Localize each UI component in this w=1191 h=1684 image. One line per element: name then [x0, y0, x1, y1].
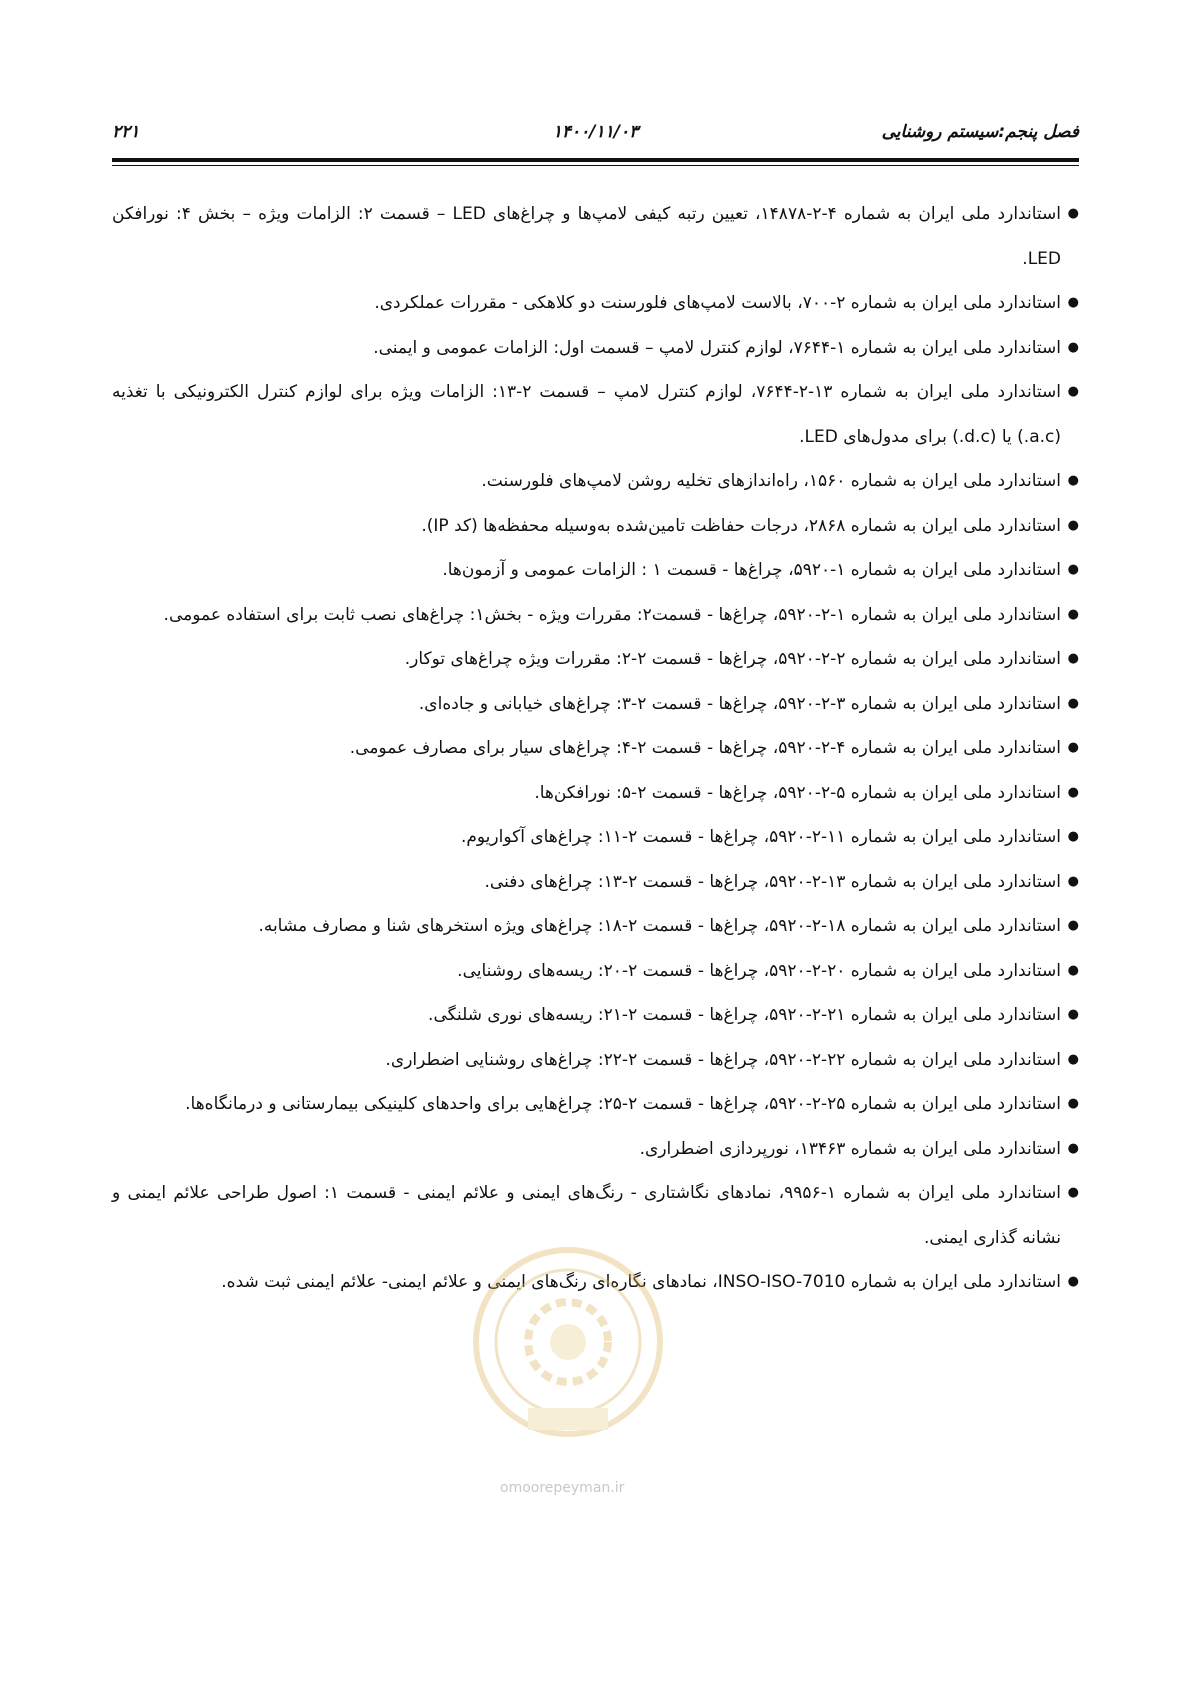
- list-item-text: استاندارد ملی ایران به شماره ۱-۷۶۴۴، لوازم کنترل لامپ – قسمت اول: الزامات عمومی و ایمنی.: [373, 337, 1061, 358]
- bullet-icon: ●: [1067, 517, 1079, 533]
- list-item: [112, 860, 1079, 905]
- list-item-text: استاندارد ملی ایران به شماره ۱-۲-۵۹۲۰، چراغ‌ها - قسمت۲: مقررات ویژه - بخش۱: چراغ‌های نصب ثابت برای استفاده عمومی.: [163, 604, 1061, 625]
- list-item-text: استاندارد ملی ایران به شماره ۵-۲-۵۹۲۰، چراغ‌ها - قسمت ۲-۵: نورافکن‌ها.: [534, 782, 1061, 803]
- list-item: [112, 1038, 1079, 1083]
- bullet-icon: ●: [1067, 784, 1079, 800]
- bullet-icon: ●: [1067, 384, 1079, 399]
- list-item-text: استاندارد ملی ایران به شماره ۱۱-۲-۵۹۲۰، چراغ‌ها - قسمت ۲-۱۱: چراغ‌های آکواریوم.: [460, 827, 1061, 847]
- bullet-icon: ●: [1067, 606, 1079, 622]
- bullet-icon: ●: [1067, 339, 1079, 355]
- header-rule-thin: [112, 165, 1079, 166]
- bullet-icon: ●: [1067, 1096, 1079, 1111]
- seal-icon: [468, 1232, 668, 1472]
- bullet-icon: ●: [1067, 1051, 1079, 1067]
- list-item: [112, 192, 1079, 281]
- list-item: [112, 370, 1079, 459]
- list-item: [112, 326, 1079, 371]
- list-item-text: استاندارد ملی ایران به شماره ۱۳-۲-۷۶۴۴، لوازم کنترل لامپ – قسمت ۲-۱۳: الزامات ویژه برای لوازم کنترل الکترونیکی با تغذیه (a.c.) یا (d.c.) برای مدول‌های LED.: [112, 382, 1061, 447]
- list-item-text: استاندارد ملی ایران به شماره ۲-۷۰۰، بالاست لامپ‌های فلورسنت دو کلاهکی - مقررات عملکردی.: [374, 293, 1061, 313]
- list-item: [112, 904, 1079, 949]
- bullet-icon: ●: [1067, 651, 1079, 666]
- bullet-icon: ●: [1067, 829, 1079, 844]
- list-item-text: استاندارد ملی ایران به شماره ۱-۹۹۵۶، نمادهای نگاشتاری - رنگ‌های ایمنی و علائم ایمنی - قسمت ۱: اصول طراحی علائم ایمنی و نشانه گذاری ایمنی.: [112, 1183, 1061, 1248]
- list-item: [112, 548, 1079, 593]
- list-item: [112, 593, 1079, 638]
- list-item: [112, 1127, 1079, 1172]
- list-item: [112, 993, 1079, 1038]
- list-item-text: استاندارد ملی ایران به شماره ۲۲-۲-۵۹۲۰، چراغ‌ها - قسمت ۲-۲۲: چراغ‌های روشنایی اضطراری.: [385, 1049, 1061, 1070]
- bullet-icon: ●: [1067, 295, 1079, 310]
- list-item-text: استاندارد ملی ایران به شماره ۱۵۶۰، راه‌اندازهای تخلیه روشن لامپ‌های فلورسنت.: [481, 471, 1061, 491]
- list-item: [112, 815, 1079, 860]
- list-item-text: استاندارد ملی ایران به شماره ۳-۲-۵۹۲۰، چراغ‌ها - قسمت ۲-۳: چراغ‌های خیابانی و جاده‌ای.: [418, 693, 1061, 714]
- bullet-icon: ●: [1067, 962, 1079, 978]
- bullet-icon: ●: [1067, 1140, 1079, 1156]
- list-item-text: استاندارد ملی ایران به شماره ۱۳-۲-۵۹۲۰، چراغ‌ها - قسمت ۲-۱۳: چراغ‌های دفنی.: [484, 871, 1061, 892]
- page-header: [112, 122, 1079, 156]
- bullet-icon: ●: [1067, 1274, 1079, 1289]
- list-item-text: استاندارد ملی ایران به شماره ۲۸۶۸، درجات حفاظت تامین‌شده به‌وسیله محفظه‌ها (کد IP).: [421, 515, 1061, 536]
- list-item: [112, 726, 1079, 771]
- list-item: [112, 281, 1079, 326]
- bullet-icon: ●: [1067, 1007, 1079, 1022]
- list-item-text: استاندارد ملی ایران به شماره ۲-۲-۵۹۲۰، چراغ‌ها - قسمت ۲-۲: مقررات ویژه چراغ‌های توکار.: [404, 649, 1061, 669]
- chapter-title: فصل پنجم:سیستم روشنایی: [881, 122, 1079, 142]
- bullet-icon: ●: [1067, 1185, 1079, 1200]
- list-item-text: استاندارد ملی ایران به شماره ۴-۲-۵۹۲۰، چراغ‌ها - قسمت ۲-۴: چراغ‌های سیار برای مصارف عمومی.: [349, 738, 1061, 758]
- bullet-icon: ●: [1067, 206, 1079, 221]
- list-item: [112, 949, 1079, 994]
- bullet-icon: ●: [1067, 873, 1079, 889]
- list-item-text: استاندارد ملی ایران به شماره ۲۰-۲-۵۹۲۰، چراغ‌ها - قسمت ۲-۲۰: ریسه‌های روشنایی.: [457, 960, 1061, 981]
- bullet-icon: ●: [1067, 918, 1079, 933]
- bullet-icon: ●: [1067, 695, 1079, 711]
- list-item-text: استاندارد ملی ایران به شماره ۱۸-۲-۵۹۲۰، چراغ‌ها - قسمت ۲-۱۸: چراغ‌های ویژه استخرهای شنا و مصارف مشابه.: [258, 916, 1061, 936]
- list-item: [112, 637, 1079, 682]
- watermark-url: omoorepeyman.ir: [500, 1480, 625, 1496]
- list-item: [112, 682, 1079, 727]
- page-number: ۲۲۱: [112, 122, 140, 142]
- list-item-text: استاندارد ملی ایران به شماره INSO-ISO-7010، نمادهای نگاره‌ای رنگ‌های ایمنی و علائم ایمنی- علائم ایمنی ثبت شده.: [221, 1272, 1061, 1292]
- list-item-text: استاندارد ملی ایران به شماره ۴-۲-۱۴۸۷۸، تعیین رتبه کیفی لامپ‌ها و چراغ‌های LED – قسمت ۲: الزامات ویژه – بخش ۴: نورافکن LED.: [112, 204, 1061, 269]
- list-item: [112, 1082, 1079, 1127]
- list-item-text: استاندارد ملی ایران به شماره ۱۳۴۶۳، نورپردازی اضطراری.: [639, 1138, 1061, 1159]
- watermark-seal: [468, 1232, 668, 1472]
- bullet-icon: ●: [1067, 473, 1079, 488]
- standards-list-section: [112, 192, 1079, 1305]
- bullet-icon: ●: [1067, 562, 1079, 577]
- header-date: ۱۴۰۰/۱۱/۰۳: [552, 122, 639, 142]
- list-item-text: استاندارد ملی ایران به شماره ۲۱-۲-۵۹۲۰، چراغ‌ها - قسمت ۲-۲۱: ریسه‌های نوری شلنگی.: [428, 1005, 1061, 1025]
- list-item-text: استاندارد ملی ایران به شماره ۲۵-۲-۵۹۲۰، چراغ‌ها - قسمت ۲-۲۵: چراغ‌هایی برای واحدهای کلینیکی بیمارستانی و درمانگاه‌ها.: [185, 1094, 1061, 1114]
- header-rule-thick: [112, 158, 1079, 162]
- bullet-icon: ●: [1067, 740, 1079, 755]
- list-item: [112, 504, 1079, 549]
- standards-list: [112, 192, 1079, 1305]
- list-item: [112, 459, 1079, 504]
- list-item: [112, 771, 1079, 816]
- list-item-text: استاندارد ملی ایران به شماره ۱-۵۹۲۰، چراغ‌ها - قسمت ۱ : الزامات عمومی و آزمون‌ها.: [442, 560, 1061, 580]
